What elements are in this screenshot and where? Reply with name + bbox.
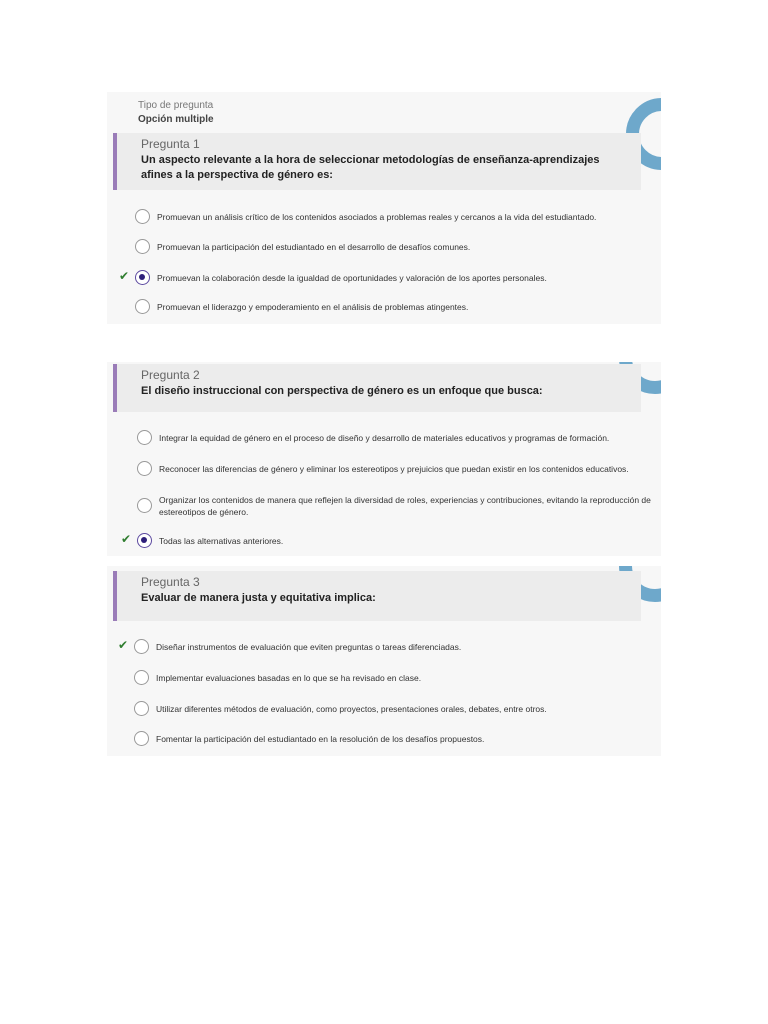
question-card-3 — [107, 566, 661, 756]
option-text: Todas las alternativas anteriores. — [159, 536, 284, 546]
radio-button[interactable] — [135, 299, 150, 314]
option-text: Reconocer las diferencias de género y eliminar los estereotipos y prejuicios que puedan existir en los contenidos educativos. — [159, 464, 629, 474]
question-text: El diseño instruccional con perspectiva de género es un enfoque que busca: — [141, 385, 543, 397]
question-header — [113, 364, 641, 412]
option-text: Diseñar instrumentos de evaluación que eviten preguntas o tareas diferenciadas. — [156, 642, 462, 652]
radio-button[interactable] — [135, 239, 150, 254]
radio-button[interactable] — [134, 670, 149, 685]
option-item[interactable] — [134, 700, 651, 720]
option-text: Promuevan la colaboración desde la igualdad de oportunidades y valoración de los aportes personales. — [157, 273, 547, 283]
option-item[interactable] — [135, 208, 651, 228]
radio-button[interactable] — [137, 498, 152, 513]
question-number: Pregunta 1 — [141, 137, 200, 151]
check-icon: ✔ — [118, 638, 129, 652]
option-item[interactable] — [137, 494, 651, 522]
question-text: Evaluar de manera justa y equitativa implica: — [141, 592, 376, 604]
option-item[interactable] — [135, 298, 651, 318]
radio-button[interactable] — [134, 701, 149, 716]
question-type-value: Opción multiple — [138, 114, 214, 125]
option-item[interactable] — [121, 532, 651, 552]
option-text: Implementar evaluaciones basadas en lo que se ha revisado en clase. — [156, 673, 422, 683]
radio-button-selected[interactable] — [135, 270, 150, 285]
option-text: Utilizar diferentes métodos de evaluación, como proyectos, presentaciones orales, debates, entre otros. — [156, 704, 547, 714]
question-text: Un aspecto relevante a la hora de seleccionar metodologías de enseñanza-aprendizajes afines a la perspectiva de género es: — [141, 154, 600, 181]
radio-button[interactable] — [135, 209, 150, 224]
option-item[interactable] — [137, 429, 651, 449]
radio-button[interactable] — [134, 731, 149, 746]
option-text: Promuevan la participación del estudiantado en el desarrollo de desafíos comunes. — [157, 242, 471, 252]
option-text: Integrar la equidad de género en el proceso de diseño y desarrollo de materiales educativos y programas de formación. — [159, 433, 610, 443]
option-item[interactable] — [137, 460, 651, 480]
radio-button-selected[interactable] — [137, 533, 152, 548]
check-icon: ✔ — [119, 269, 130, 283]
question-header — [113, 133, 641, 190]
radio-button[interactable] — [137, 430, 152, 445]
option-item[interactable] — [134, 669, 651, 689]
option-text: Promuevan el liderazgo y empoderamiento en el análisis de problemas atingentes. — [157, 302, 469, 312]
check-icon: ✔ — [121, 532, 132, 546]
option-item[interactable] — [119, 269, 651, 289]
question-card-2 — [107, 362, 661, 556]
question-type-label: Tipo de pregunta — [138, 100, 214, 111]
option-item[interactable] — [135, 238, 651, 258]
question-header — [113, 571, 641, 621]
option-item[interactable] — [134, 730, 651, 750]
option-text: Fomentar la participación del estudiantado en la resolución de los desafíos propuestos. — [156, 734, 485, 744]
option-item[interactable] — [118, 638, 651, 658]
question-number: Pregunta 2 — [141, 368, 200, 382]
radio-button[interactable] — [134, 639, 149, 654]
radio-button[interactable] — [137, 461, 152, 476]
option-text: Organizar los contenidos de manera que reflejen la diversidad de roles, experiencias y contribuciones, evitando la reproducción de estereotipos de género. — [159, 495, 651, 517]
option-text: Promuevan un análisis crítico de los contenidos asociados a problemas reales y cercanos a la vida del estudiantado. — [157, 212, 597, 222]
question-card-1 — [107, 92, 661, 324]
question-number: Pregunta 3 — [141, 575, 200, 589]
